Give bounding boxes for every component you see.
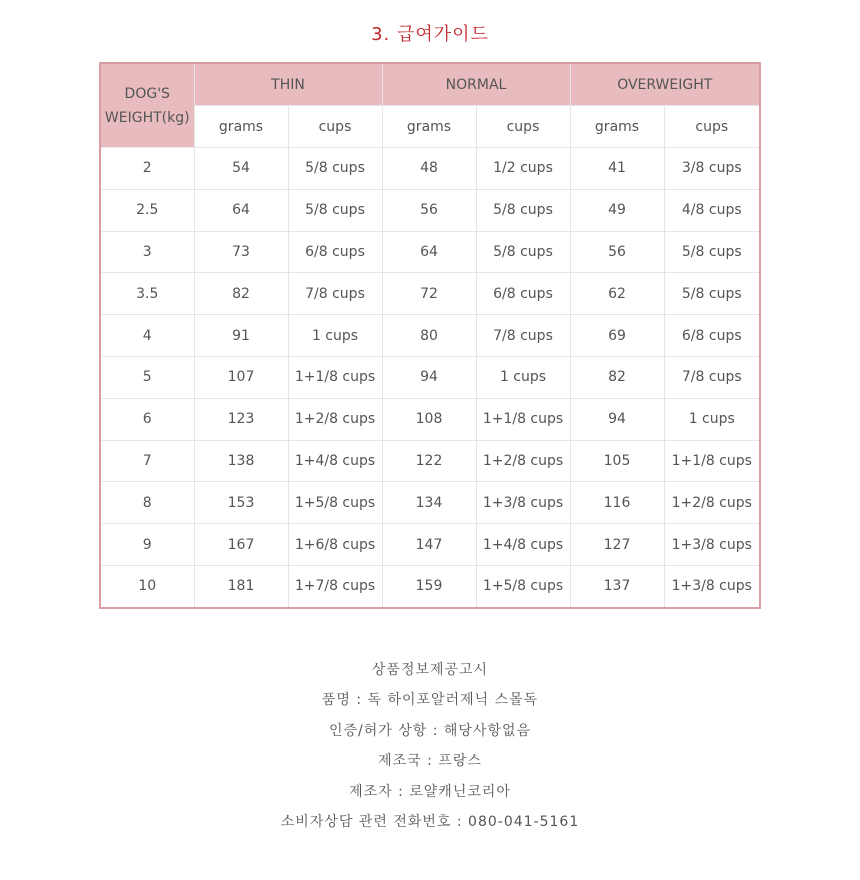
table-row (100, 398, 760, 440)
thin-grams-cell: 91 (194, 315, 288, 357)
normal-grams-cell: 108 (382, 398, 476, 440)
overweight-cups-cell: 6/8 cups (664, 315, 760, 357)
overweight-cups-cell: 1+3/8 cups (664, 524, 760, 566)
thin-grams-cell: 167 (194, 524, 288, 566)
thin-cups-cell: 1+2/8 cups (288, 398, 382, 440)
overweight-cups-cell: 5/8 cups (664, 231, 760, 273)
weight-cell: 2.5 (100, 189, 194, 231)
table-row (100, 231, 760, 273)
thin-cups-cell: 1+5/8 cups (288, 482, 382, 524)
overweight-cups-cell: 1+3/8 cups (664, 565, 760, 607)
weight-cell: 3.5 (100, 273, 194, 315)
overweight-grams-cell: 137 (570, 565, 664, 607)
normal-grams-cell: 72 (382, 273, 476, 315)
normal-cups-cell: 1+5/8 cups (476, 565, 570, 607)
thin-grams-cell: 64 (194, 189, 288, 231)
thin-cups-cell: 1+6/8 cups (288, 524, 382, 566)
overweight-grams-cell: 82 (570, 356, 664, 398)
weight-cell: 7 (100, 440, 194, 482)
normal-grams-cell: 122 (382, 440, 476, 482)
overweight-cups-cell: 1 cups (664, 398, 760, 440)
table-row (100, 273, 760, 315)
normal-grams-cell: 94 (382, 356, 476, 398)
overweight-grams-cell: 69 (570, 315, 664, 357)
sub-header-grams: grams (382, 106, 476, 148)
info-certification: 인증/허가 상항 : 해당사항없음 (328, 722, 532, 739)
overweight-cups-cell: 1+1/8 cups (664, 440, 760, 482)
normal-cups-cell: 1+1/8 cups (476, 398, 570, 440)
overweight-cups-cell: 4/8 cups (664, 189, 760, 231)
sub-header-grams: grams (570, 106, 664, 148)
table-body (100, 148, 760, 608)
info-product-name: 품명 : 독 하이포알러제닉 스몰독 (321, 692, 539, 709)
weight-header-line2: WEIGHT(kg) (104, 109, 190, 126)
normal-grams-cell: 147 (382, 524, 476, 566)
sub-header-cups: cups (288, 106, 382, 148)
thin-cups-cell: 1+1/8 cups (288, 356, 382, 398)
weight-header-line1: DOG'S (124, 85, 170, 102)
normal-grams-cell: 159 (382, 565, 476, 607)
info-heading: 상품정보제공고시 (371, 662, 489, 678)
overweight-grams-cell: 56 (570, 231, 664, 273)
overweight-cups-cell: 1+2/8 cups (664, 482, 760, 524)
info-manufacturer: 제조자 : 로얄캐닌코리아 (349, 783, 511, 800)
weight-cell: 2 (100, 148, 194, 190)
group-header-normal: NORMAL (382, 63, 570, 106)
thin-grams-cell: 107 (194, 356, 288, 398)
overweight-grams-cell: 49 (570, 189, 664, 231)
normal-grams-cell: 56 (382, 189, 476, 231)
weight-cell: 8 (100, 482, 194, 524)
sub-header-cups: cups (664, 106, 760, 148)
overweight-grams-cell: 127 (570, 524, 664, 566)
normal-cups-cell: 5/8 cups (476, 231, 570, 273)
normal-grams-cell: 64 (382, 231, 476, 273)
normal-cups-cell: 5/8 cups (476, 189, 570, 231)
weight-cell: 9 (100, 524, 194, 566)
thin-cups-cell: 7/8 cups (288, 273, 382, 315)
info-phone: 소비자상담 관련 전화번호 : 080-041-5161 (280, 813, 580, 830)
table-row (100, 565, 760, 607)
overweight-grams-cell: 41 (570, 148, 664, 190)
group-header-row (100, 63, 760, 106)
table-row (100, 148, 760, 190)
overweight-grams-cell: 105 (570, 440, 664, 482)
thin-cups-cell: 5/8 cups (288, 148, 382, 190)
thin-grams-cell: 73 (194, 231, 288, 273)
weight-cell: 6 (100, 398, 194, 440)
overweight-cups-cell: 3/8 cups (664, 148, 760, 190)
overweight-grams-cell: 116 (570, 482, 664, 524)
thin-grams-cell: 138 (194, 440, 288, 482)
group-header-thin: THIN (194, 63, 382, 106)
weight-cell: 5 (100, 356, 194, 398)
thin-grams-cell: 54 (194, 148, 288, 190)
thin-cups-cell: 1 cups (288, 315, 382, 357)
normal-cups-cell: 1+2/8 cups (476, 440, 570, 482)
overweight-cups-cell: 7/8 cups (664, 356, 760, 398)
sub-header-cups: cups (476, 106, 570, 148)
thin-grams-cell: 181 (194, 565, 288, 607)
table-row (100, 189, 760, 231)
table-row (100, 356, 760, 398)
normal-cups-cell: 1+4/8 cups (476, 524, 570, 566)
thin-grams-cell: 82 (194, 273, 288, 315)
thin-cups-cell: 1+4/8 cups (288, 440, 382, 482)
normal-cups-cell: 6/8 cups (476, 273, 570, 315)
table-row (100, 315, 760, 357)
thin-grams-cell: 153 (194, 482, 288, 524)
overweight-grams-cell: 94 (570, 398, 664, 440)
table-row (100, 482, 760, 524)
weight-cell: 10 (100, 565, 194, 607)
overweight-grams-cell: 62 (570, 273, 664, 315)
normal-grams-cell: 48 (382, 148, 476, 190)
normal-cups-cell: 1 cups (476, 356, 570, 398)
weight-header (100, 63, 194, 148)
normal-cups-cell: 1/2 cups (476, 148, 570, 190)
thin-cups-cell: 1+7/8 cups (288, 565, 382, 607)
normal-grams-cell: 80 (382, 315, 476, 357)
info-country: 제조국 : 프랑스 (378, 753, 482, 770)
page-title: 3. 급여가이드 (371, 24, 489, 45)
sub-header-grams: grams (194, 106, 288, 148)
overweight-cups-cell: 5/8 cups (664, 273, 760, 315)
table-row (100, 524, 760, 566)
weight-cell: 4 (100, 315, 194, 357)
thin-cups-cell: 6/8 cups (288, 231, 382, 273)
normal-cups-cell: 1+3/8 cups (476, 482, 570, 524)
thin-cups-cell: 5/8 cups (288, 189, 382, 231)
feeding-guide-table (99, 62, 761, 609)
group-header-overweight: OVERWEIGHT (570, 63, 760, 106)
thin-grams-cell: 123 (194, 398, 288, 440)
normal-cups-cell: 7/8 cups (476, 315, 570, 357)
sub-header-row (100, 106, 760, 148)
weight-cell: 3 (100, 231, 194, 273)
table-row (100, 440, 760, 482)
product-info-notice (0, 655, 860, 837)
normal-grams-cell: 134 (382, 482, 476, 524)
